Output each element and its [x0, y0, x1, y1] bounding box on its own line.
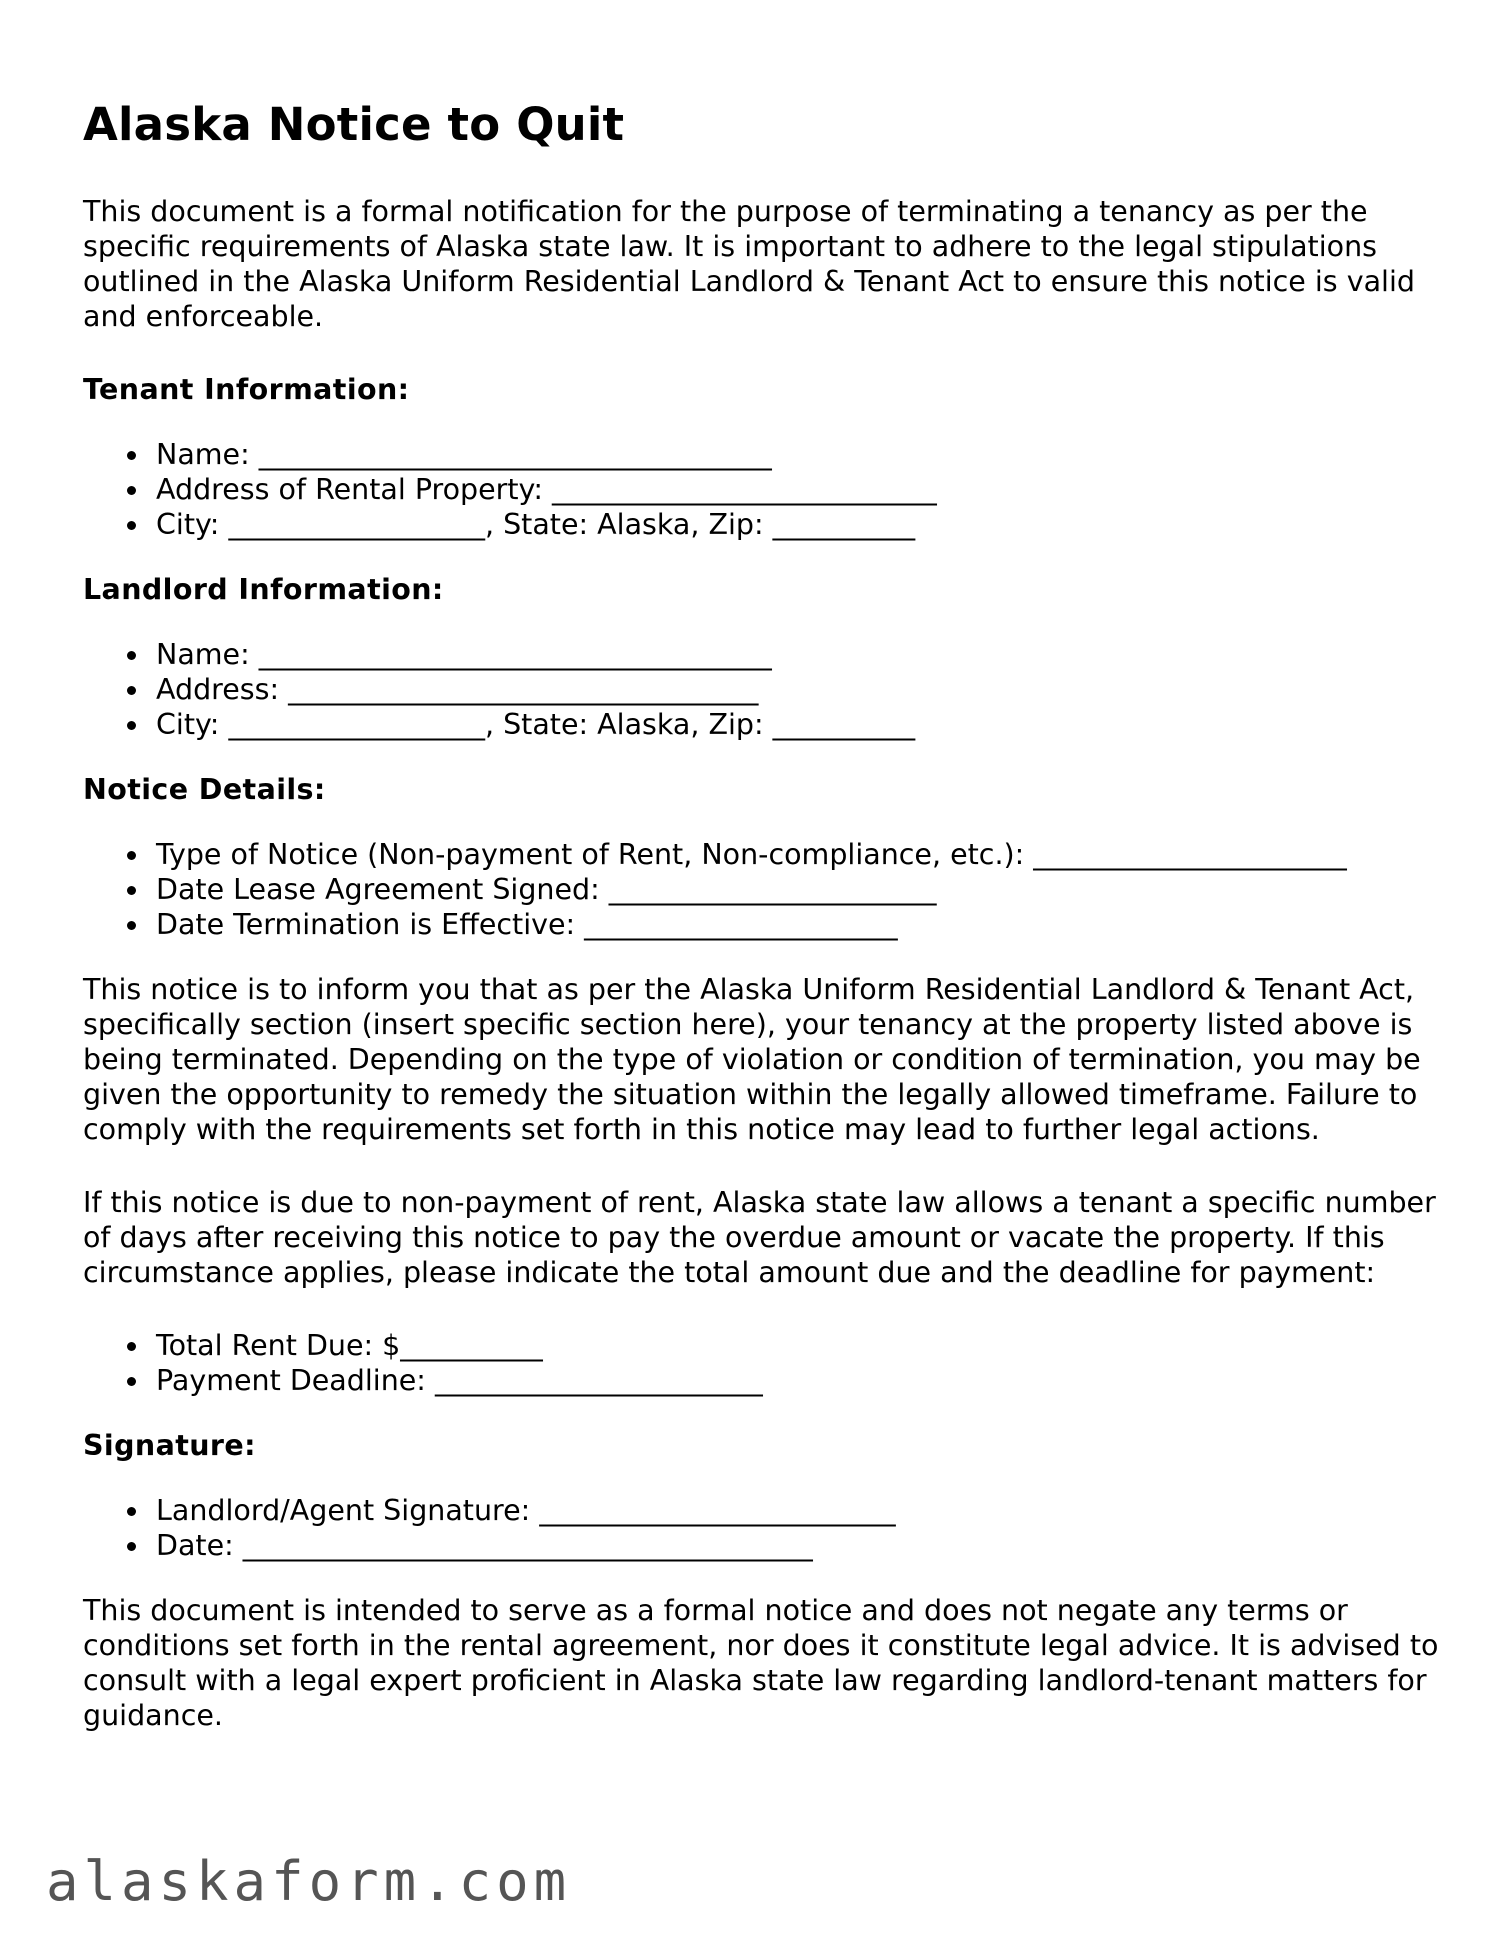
document-title: Alaska Notice to Quit [83, 98, 625, 151]
signature-heading: Signature: [83, 1429, 256, 1462]
tenant-heading: Tenant Information: [83, 373, 410, 406]
notice-heading: Notice Details: [83, 773, 326, 806]
landlord-heading: Landlord Information: [83, 573, 444, 606]
intro-paragraph: This document is a formal notification for the purpose of terminating a tenancy as per the specific requirements of Alaska state law. It is important to adhere to the legal stipulations outlined in the Alaska Uniform Residential Landlord & Tenant Act to ensure this notice is valid and enforceable. [83, 195, 1415, 333]
landlord-city-field: City: __________________, State: Alaska, Zip: __________ [83, 707, 1443, 742]
lease-signed-date-field: Date Lease Agreement Signed: _______________________ [83, 872, 1443, 907]
termination-paragraph: This notice is to inform you that as per the Alaska Uniform Residential Landlord & Tenant Act, specifically section (insert specific section here), your tenancy at the property listed above is being terminated. Depending on the type of violation or condition of termination, you may be given the opportunity to remedy the situation within the legally allowed timeframe. Failure to comply with the requirements set forth in this notice may lead to further legal actions. [83, 973, 1421, 1146]
payment-list [83, 1328, 1443, 1398]
landlord-signature-field: Landlord/Agent Signature: _________________________ [83, 1493, 1443, 1528]
landlord-address-field: Address: _________________________________ [83, 672, 1443, 707]
total-rent-due-field: Total Rent Due: $__________ [83, 1328, 1443, 1363]
nonpayment-paragraph: If this notice is due to non-payment of rent, Alaska state law allows a tenant a specific number of days after receiving this notice to pay the overdue amount or vacate the property. If this circumstance applies, please indicate the total amount due and the deadline for payment: [83, 1186, 1436, 1289]
tenant-city-field: City: __________________, State: Alaska, Zip: __________ [83, 507, 1443, 542]
tenant-name-field: Name: ____________________________________ [83, 437, 1443, 472]
watermark: alaskaform.com [46, 1850, 572, 1913]
signature-date-field: Date: ________________________________________ [83, 1528, 1443, 1563]
notice-list [83, 837, 1443, 942]
landlord-list [83, 637, 1443, 742]
tenant-address-field: Address of Rental Property: ___________________________ [83, 472, 1443, 507]
disclaimer-paragraph: This document is intended to serve as a formal notice and does not negate any terms or conditions set forth in the rental agreement, nor does it constitute legal advice. It is advised to consult with a legal expert proficient in Alaska state law regarding landlord-tenant matters for guidance. [83, 1594, 1439, 1732]
signature-list [83, 1493, 1443, 1563]
landlord-name-field: Name: ____________________________________ [83, 637, 1443, 672]
tenant-list [83, 437, 1443, 542]
payment-deadline-field: Payment Deadline: _______________________ [83, 1363, 1443, 1398]
document-page [83, 98, 1443, 1771]
termination-date-field: Date Termination is Effective: ______________________ [83, 907, 1443, 942]
notice-type-field: Type of Notice (Non-payment of Rent, Non-compliance, etc.): ______________________ [83, 837, 1443, 872]
